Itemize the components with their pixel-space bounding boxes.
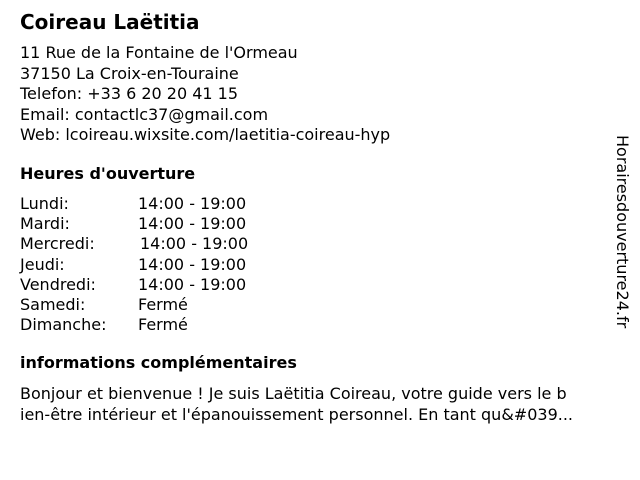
day-label: Samedi: (20, 294, 86, 314)
time-value: 14:00 - 19:00 (138, 214, 247, 234)
day-label: Lundi: (20, 194, 69, 213)
site-watermark: Horairesdouverture24.fr (613, 135, 632, 329)
time-value: 14:00 - 19:00 (140, 234, 249, 254)
day-label: Mardi: (20, 214, 70, 234)
business-name: Coireau Laëtitia (20, 10, 200, 34)
time-value: 14:00 - 19:00 (138, 194, 247, 213)
info-description (20, 384, 620, 425)
day-label: Vendredi: (20, 274, 96, 294)
phone-number[interactable]: Telefon: +33 6 20 20 41 15 (20, 84, 239, 103)
website-link[interactable]: Web: lcoireau.wixsite.com/laetitia-coireau-hyp (20, 125, 391, 144)
time-value: Fermé (138, 294, 188, 314)
info-line: ien-être intérieur et l'épanouissement personnel. En tant qu&#039... (20, 404, 573, 424)
info-line: Bonjour et bienvenue ! Je suis Laëtitia Coireau, votre guide vers le b (20, 384, 567, 403)
contact-block (20, 43, 390, 146)
time-value: 14:00 - 19:00 (138, 254, 247, 274)
email-address[interactable]: Email: contactlc37@gmail.com (20, 104, 269, 124)
time-value: 14:00 - 19:00 (138, 274, 247, 294)
day-label: Jeudi: (20, 254, 65, 274)
address-line-street: 11 Rue de la Fontaine de l'Ormeau (20, 43, 298, 62)
hours-heading: Heures d'ouverture (20, 164, 196, 183)
info-heading: informations complémentaires (20, 353, 297, 372)
time-value: Fermé (138, 315, 188, 335)
address-line-city: 37150 La Croix-en-Touraine (20, 63, 239, 83)
day-label: Mercredi: (20, 234, 95, 254)
day-label: Dimanche: (20, 315, 107, 335)
